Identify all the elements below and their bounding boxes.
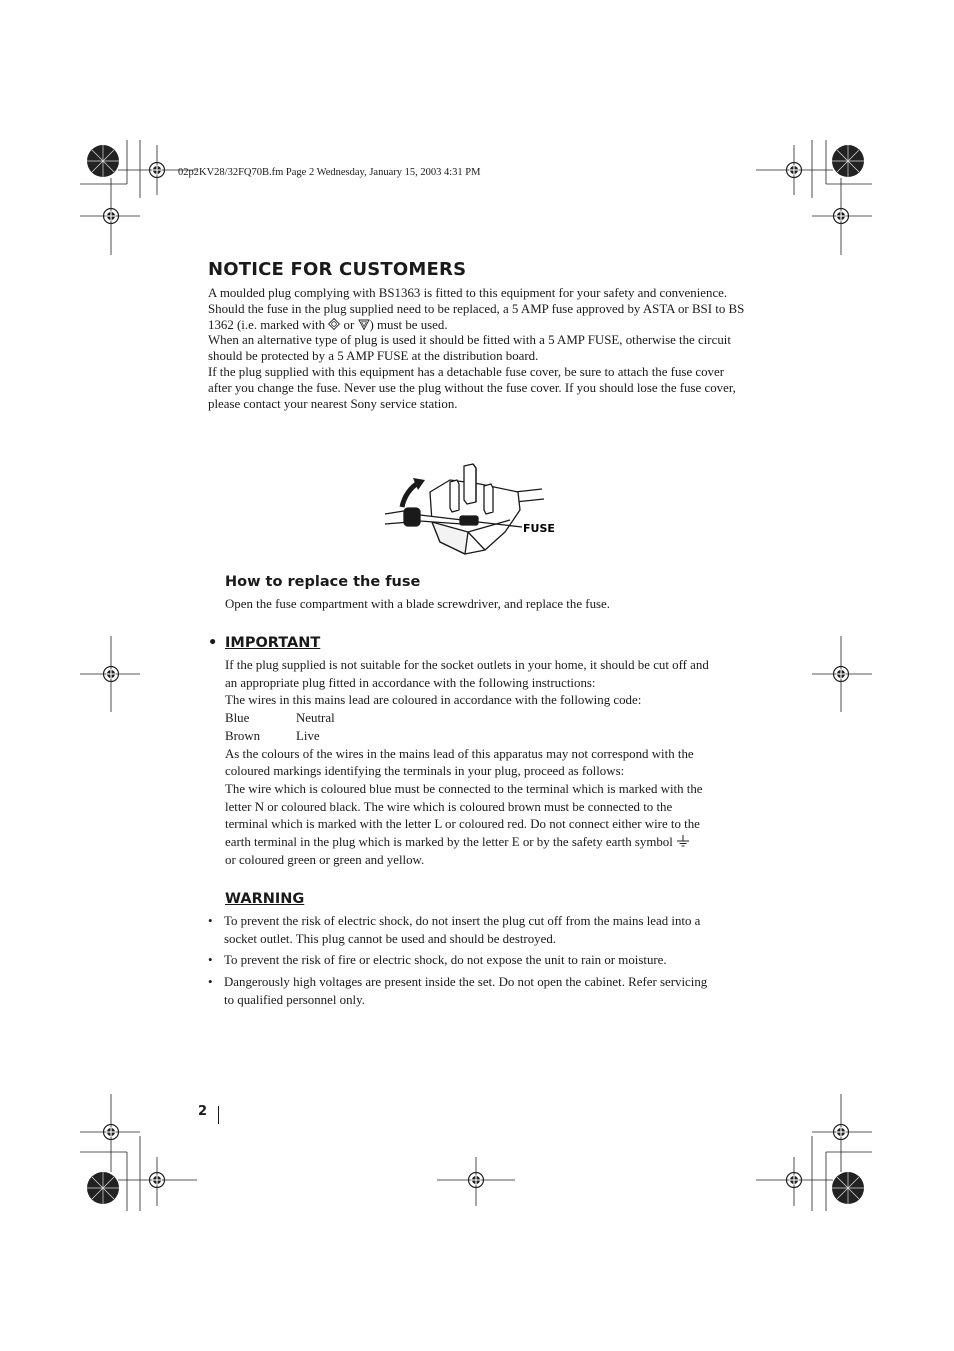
important-line: As the colours of the wires in the mains lead of this apparatus may not correspond with the bbox=[225, 746, 694, 761]
replace-fuse-heading: How to replace the fuse bbox=[225, 574, 421, 590]
page-title: NOTICE FOR CUSTOMERS bbox=[208, 259, 467, 280]
page-number-divider bbox=[218, 1106, 219, 1124]
warning-item: • Dangerously high voltages are present inside the set. Do not open the cabinet. Refer servicing to qualified personnel only. bbox=[208, 975, 708, 1007]
notice-paragraph-4: If the plug supplied with this equipment has a detachable fuse cover, be sure to attach the fuse cover after you change the fuse. Never use the plug without the fuse cover. If you should lose the fuse cover, please contact your nearest Sony service station. bbox=[208, 364, 736, 411]
plug-fuse-illustration bbox=[380, 462, 570, 562]
important-line: terminal which is marked with the letter L or coloured red. Do not connect either wire to the bbox=[225, 817, 700, 832]
notice-paragraph-2 bbox=[208, 302, 748, 334]
notice-paragraph-3: When an alternative type of plug is used it should be fitted with a 5 AMP FUSE, otherwise the circuit should be protected by a 5 AMP FUSE at the distribution board. bbox=[208, 333, 731, 364]
file-meta-line: 02p2KV28/32FQ70B.fm Page 2 Wednesday, January 15, 2003 4:31 PM bbox=[178, 167, 481, 178]
notice-paragraph-1: A moulded plug complying with BS1363 is fitted to this equipment for your safety and convenience. bbox=[208, 286, 728, 300]
important-heading: IMPORTANT bbox=[225, 635, 321, 651]
notice-body bbox=[208, 286, 748, 412]
important-line: or coloured green or green and yellow. bbox=[225, 852, 425, 867]
page-number: 2 bbox=[198, 1104, 208, 1119]
notice-paragraph-2-or: or bbox=[343, 317, 355, 332]
important-bullet: • bbox=[208, 635, 218, 651]
bsi-kitemark-icon bbox=[358, 318, 370, 330]
asta-mark-icon bbox=[328, 318, 340, 330]
earth-symbol-icon bbox=[676, 835, 690, 847]
warning-item: • To prevent the risk of electric shock, do not insert the plug cut off from the mains lead into a socket outlet. This plug cannot be used and should be destroyed. bbox=[208, 914, 701, 946]
important-line: earth terminal in the plug which is marked by the letter E or by the safety earth symbol bbox=[225, 834, 750, 852]
important-line: an appropriate plug fitted in accordance with the following instructions: bbox=[225, 675, 596, 690]
wire-row-blue: Blue Neutral bbox=[225, 711, 335, 726]
fuse-label: FUSE bbox=[523, 522, 555, 535]
important-line: letter N or coloured black. The wire which is coloured brown must be connected to the bbox=[225, 799, 673, 814]
important-line: If the plug supplied is not suitable for the socket outlets in your home, it should be cut off and bbox=[225, 658, 709, 672]
notice-paragraph-2-start: Should the fuse in the plug supplied need to be replaced, a 5 AMP fuse approved by ASTA or BSI to BS 1362 (i.e. marked with bbox=[208, 301, 745, 332]
important-line: The wire which is coloured blue must be connected to the terminal which is marked with the bbox=[225, 781, 703, 796]
warning-list bbox=[208, 913, 750, 1010]
notice-paragraph-2-end: ) must be used. bbox=[369, 317, 448, 332]
important-body bbox=[225, 657, 750, 869]
warning-heading: WARNING bbox=[225, 891, 305, 907]
warning-item: • To prevent the risk of fire or electric shock, do not expose the unit to rain or moisture. bbox=[208, 953, 667, 968]
important-line: The wires in this mains lead are coloured in accordance with the following code: bbox=[225, 693, 642, 708]
important-line: coloured markings identifying the terminals in your plug, proceed as follows: bbox=[225, 764, 625, 779]
replace-fuse-text: Open the fuse compartment with a blade screwdriver, and replace the fuse. bbox=[225, 597, 610, 611]
wire-row-brown: Brown Live bbox=[225, 728, 320, 743]
